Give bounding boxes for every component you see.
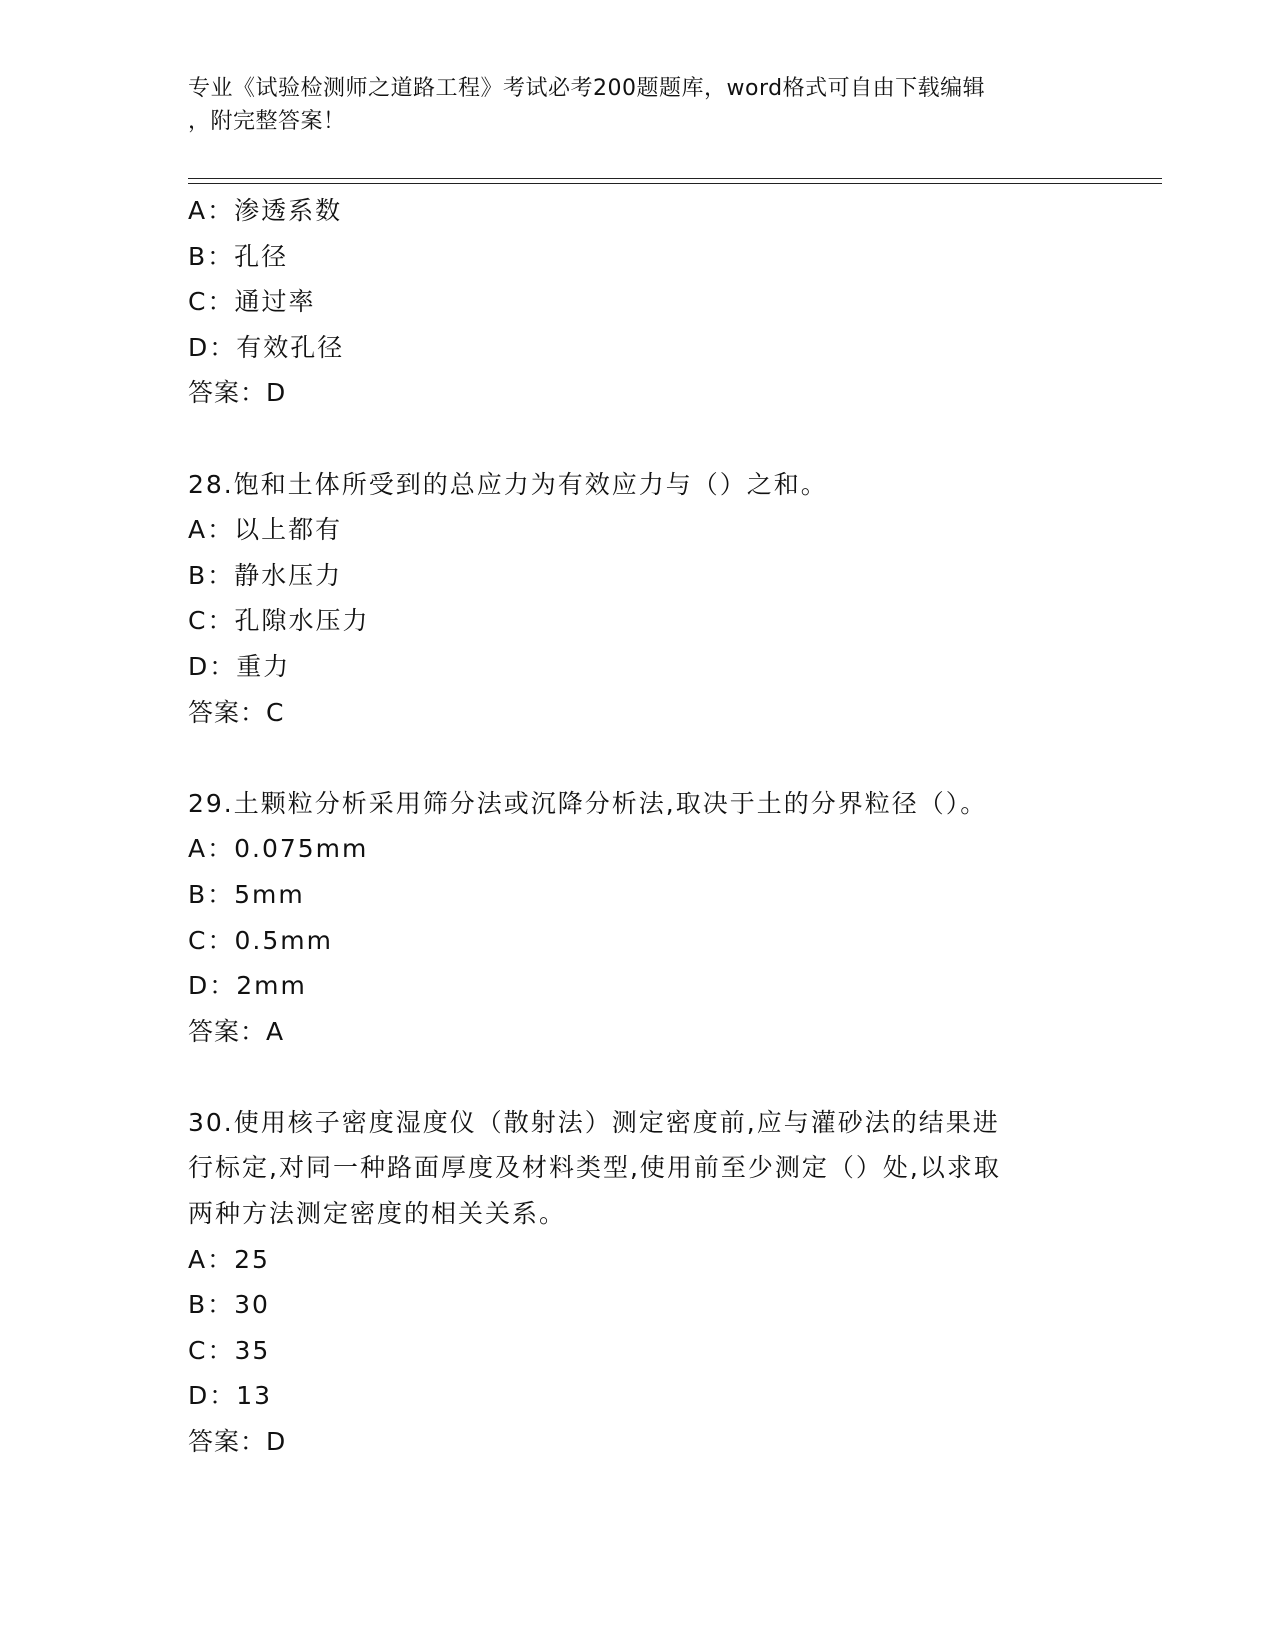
option-a: [188, 1237, 1088, 1283]
option-text: 13: [236, 1381, 273, 1411]
spacer: [188, 416, 1088, 462]
option-label: A：: [188, 1244, 235, 1274]
option-label: B：: [188, 560, 235, 590]
option-label: D：: [188, 971, 237, 1001]
question-list: [188, 188, 1088, 1465]
option-b: [188, 872, 1088, 918]
question-title-line-3: 两种方法测定密度的相关关系。: [188, 1199, 567, 1229]
option-label: B：: [188, 1290, 235, 1320]
question-27-continued: [188, 188, 1088, 416]
answer: 答案：D: [188, 378, 287, 408]
option-c: [188, 598, 1088, 644]
header-divider-top: [188, 178, 1162, 179]
option-label: C：: [188, 606, 235, 636]
option-text: 2mm: [236, 971, 307, 1001]
option-text: 5mm: [234, 879, 305, 909]
header-divider-bottom: [188, 183, 1162, 184]
question-29: [188, 781, 1088, 1055]
option-d: [188, 325, 1088, 371]
spacer: [188, 1054, 1088, 1100]
option-a: [188, 188, 1088, 234]
option-text: 有效孔径: [236, 332, 345, 362]
option-label: C：: [188, 925, 235, 955]
option-label: A：: [188, 515, 235, 545]
option-text: 25: [234, 1244, 270, 1274]
option-label: D：: [188, 1381, 237, 1411]
question-title-line-1: 30.使用核子密度湿度仪（散射法）测定密度前,应与灌砂法的结果进: [188, 1107, 1000, 1137]
option-label: C：: [188, 287, 235, 317]
option-label: C：: [188, 1335, 235, 1365]
option-text: 35: [234, 1335, 271, 1365]
header-title-line-1: 专业《试验检测师之道路工程》考试必考200题题库，word格式可自由下载编辑: [188, 76, 986, 101]
question-title-line-2: 行标定,对同一种路面厚度及材料类型,使用前至少测定（）处,以求取: [188, 1153, 1001, 1183]
option-label: A：: [188, 196, 235, 225]
option-c: [188, 918, 1088, 964]
option-d: [188, 1373, 1088, 1419]
option-text: 30: [234, 1290, 270, 1320]
option-label: D：: [188, 651, 237, 681]
option-d: [188, 644, 1088, 690]
option-b: [188, 1282, 1088, 1328]
option-label: A：: [188, 834, 235, 864]
question-28: [188, 462, 1088, 736]
option-text: 渗透系数: [234, 196, 343, 225]
option-label: B：: [188, 879, 235, 909]
option-b: [188, 553, 1088, 599]
option-c: [188, 1328, 1088, 1374]
option-label: D：: [188, 332, 237, 362]
question-title: 28.饱和土体所受到的总应力为有效应力与（）之和。: [188, 469, 828, 499]
document-header: [188, 72, 1088, 138]
option-label: B：: [188, 241, 235, 271]
option-text: 通过率: [234, 287, 316, 317]
question-title: 29.土颗粒分析采用筛分法或沉降分析法,取决于土的分界粒径（）。: [188, 788, 988, 818]
question-30: [188, 1100, 1088, 1465]
option-text: 孔隙水压力: [234, 606, 370, 636]
option-text: 0.075mm: [234, 834, 369, 864]
header-title-line-2: ，附完整答案！: [188, 109, 346, 134]
spacer: [188, 735, 1088, 781]
option-b: [188, 234, 1088, 280]
option-d: [188, 963, 1088, 1009]
answer: 答案：C: [188, 697, 285, 727]
option-text: 0.5mm: [234, 925, 333, 955]
option-a: [188, 826, 1088, 872]
option-text: 重力: [236, 651, 291, 681]
option-a: [188, 507, 1088, 553]
option-text: 孔径: [234, 241, 289, 271]
answer: 答案：A: [188, 1016, 285, 1046]
option-text: 静水压力: [234, 560, 343, 590]
option-text: 以上都有: [234, 515, 343, 545]
answer: 答案：D: [188, 1427, 287, 1457]
option-c: [188, 279, 1088, 325]
